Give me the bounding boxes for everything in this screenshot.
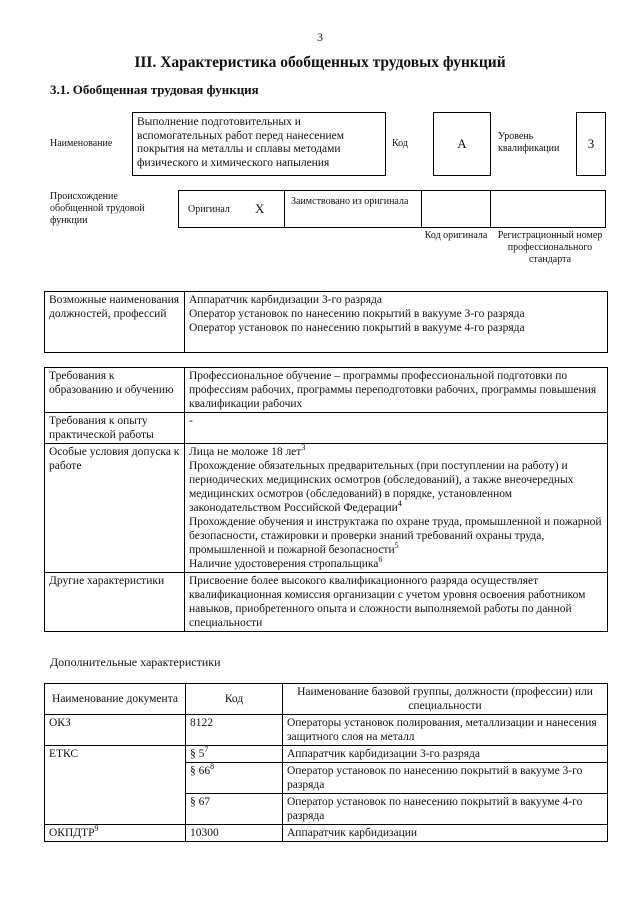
positions-values	[185, 292, 608, 353]
gtf-code-label: Код	[392, 138, 408, 149]
origin-borrowed-label: Заимствовано из оригинала	[291, 196, 409, 207]
etks-name: Оператор установок по нанесению покрытий в вакууме 4-го разряда	[283, 794, 608, 825]
origin-code-cell	[421, 190, 491, 228]
gtf-code-value: А	[433, 112, 491, 176]
position-item: Оператор установок по нанесению покрытий в вакууме 3-го разряда	[189, 308, 525, 320]
origin-original-label: Оригинал	[188, 204, 230, 215]
gtf-name-value: Выполнение подготовительных и вспомогательных работ перед нанесением покрытия на металлы и сплавы методами физического и химического напыления	[132, 112, 386, 176]
table-row	[45, 715, 608, 746]
other-characteristics-label: Другие характеристики	[45, 573, 185, 632]
origin-reg-cell	[490, 190, 606, 228]
okpdtr-name: Аппаратчик карбидизации	[283, 825, 608, 842]
origin-reg-caption: Регистрационный номер профессионального стандарта	[497, 230, 603, 265]
okpdtr-code: 10300	[186, 825, 283, 842]
col-code-header: Код	[186, 684, 283, 715]
additional-title: Дополнительные характеристики	[50, 655, 221, 669]
experience-value: -	[185, 413, 608, 444]
education-label: Требования к образованию и обучению	[45, 368, 185, 413]
table-row	[45, 746, 608, 763]
col-doc-header: Наименование документа	[45, 684, 186, 715]
special-condition-item: Наличие удостоверения стропальщика$^6$	[189, 555, 383, 570]
experience-label: Требования к опыту практической работы	[45, 413, 185, 444]
etks-code: § $5^7$	[186, 746, 283, 763]
origin-code-caption: Код оригинала	[424, 230, 488, 241]
gtf-name-label: Наименование	[50, 138, 113, 149]
table-row	[45, 825, 608, 842]
etks-name: Аппаратчик карбидизации 3-го разряда	[283, 746, 608, 763]
special-conditions-value	[185, 444, 608, 573]
education-value: Профессиональное обучение – программы профессиональной подготовки по профессиям рабочих, программы переподготовки рабочих, программы повышения квалификации рабочих	[185, 368, 608, 413]
origin-label: Происхождение обобщенной трудовой функции	[50, 191, 145, 226]
positions-table	[44, 291, 608, 353]
etks-name: Оператор установок по нанесению покрытий в вакууме 3-го разряда	[283, 763, 608, 794]
section-title: III. Характеристика обобщенных трудовых функций	[134, 54, 506, 71]
okz-name: Операторы установок полирования, металлизации и нанесения защитного слоя на металл	[283, 715, 608, 746]
position-item: Оператор установок по нанесению покрытий в вакууме 4-го разряда	[189, 322, 525, 334]
etks-doc: ЕТКС	[45, 746, 186, 825]
okz-code: 8122	[186, 715, 283, 746]
special-condition-item: Прохождение обучения и инструктажа по охране труда, промышленной и пожарной безопасности, стажировки и проверки знаний требований охраны труда, промышленной и пожарной безопасности$^5$	[189, 516, 602, 556]
other-characteristics-value: Присвоение более высокого квалификационного разряда осуществляет квалификационная комиссия организации с учетом уровня освоения работником навыков, приобретенного опыта и сложности выполняемой работы по данной специальности	[185, 573, 608, 632]
okz-doc: ОКЗ	[45, 715, 186, 746]
special-condition-item: Прохождение обязательных предварительных (при поступлении на работу) и периодических медицинских осмотров (обследований), а также внеочередных медицинских осмотров (обследований) в порядке, установленном законодательством Российской Федерации$^4$	[189, 460, 574, 514]
gtf-level-label: Уровень квалификации	[498, 131, 560, 154]
gtf-level-value: 3	[576, 112, 606, 176]
page-number: 3	[317, 30, 323, 44]
etks-code: § $66^8$	[186, 763, 283, 794]
subsection-title: 3.1. Обобщенная трудовая функция	[50, 82, 259, 97]
okpdtr-doc: ОКПДТР$^9$	[45, 825, 186, 842]
origin-original-mark: X	[255, 201, 265, 216]
etks-code: § 67	[186, 794, 283, 825]
requirements-table	[44, 367, 608, 632]
position-item: Аппаратчик карбидизации 3-го разряда	[189, 294, 382, 306]
origin-original-cell	[178, 190, 285, 228]
special-conditions-label: Особые условия допуска к работе	[45, 444, 185, 573]
origin-borrowed-cell	[284, 190, 422, 228]
special-condition-item: Лица не моложе 18 лет$^3$	[189, 443, 306, 458]
col-name-header: Наименование базовой группы, должности (профессии) или специальности	[283, 684, 608, 715]
positions-label: Возможные наименования должностей, профессий	[45, 292, 185, 353]
additional-table	[44, 683, 608, 842]
